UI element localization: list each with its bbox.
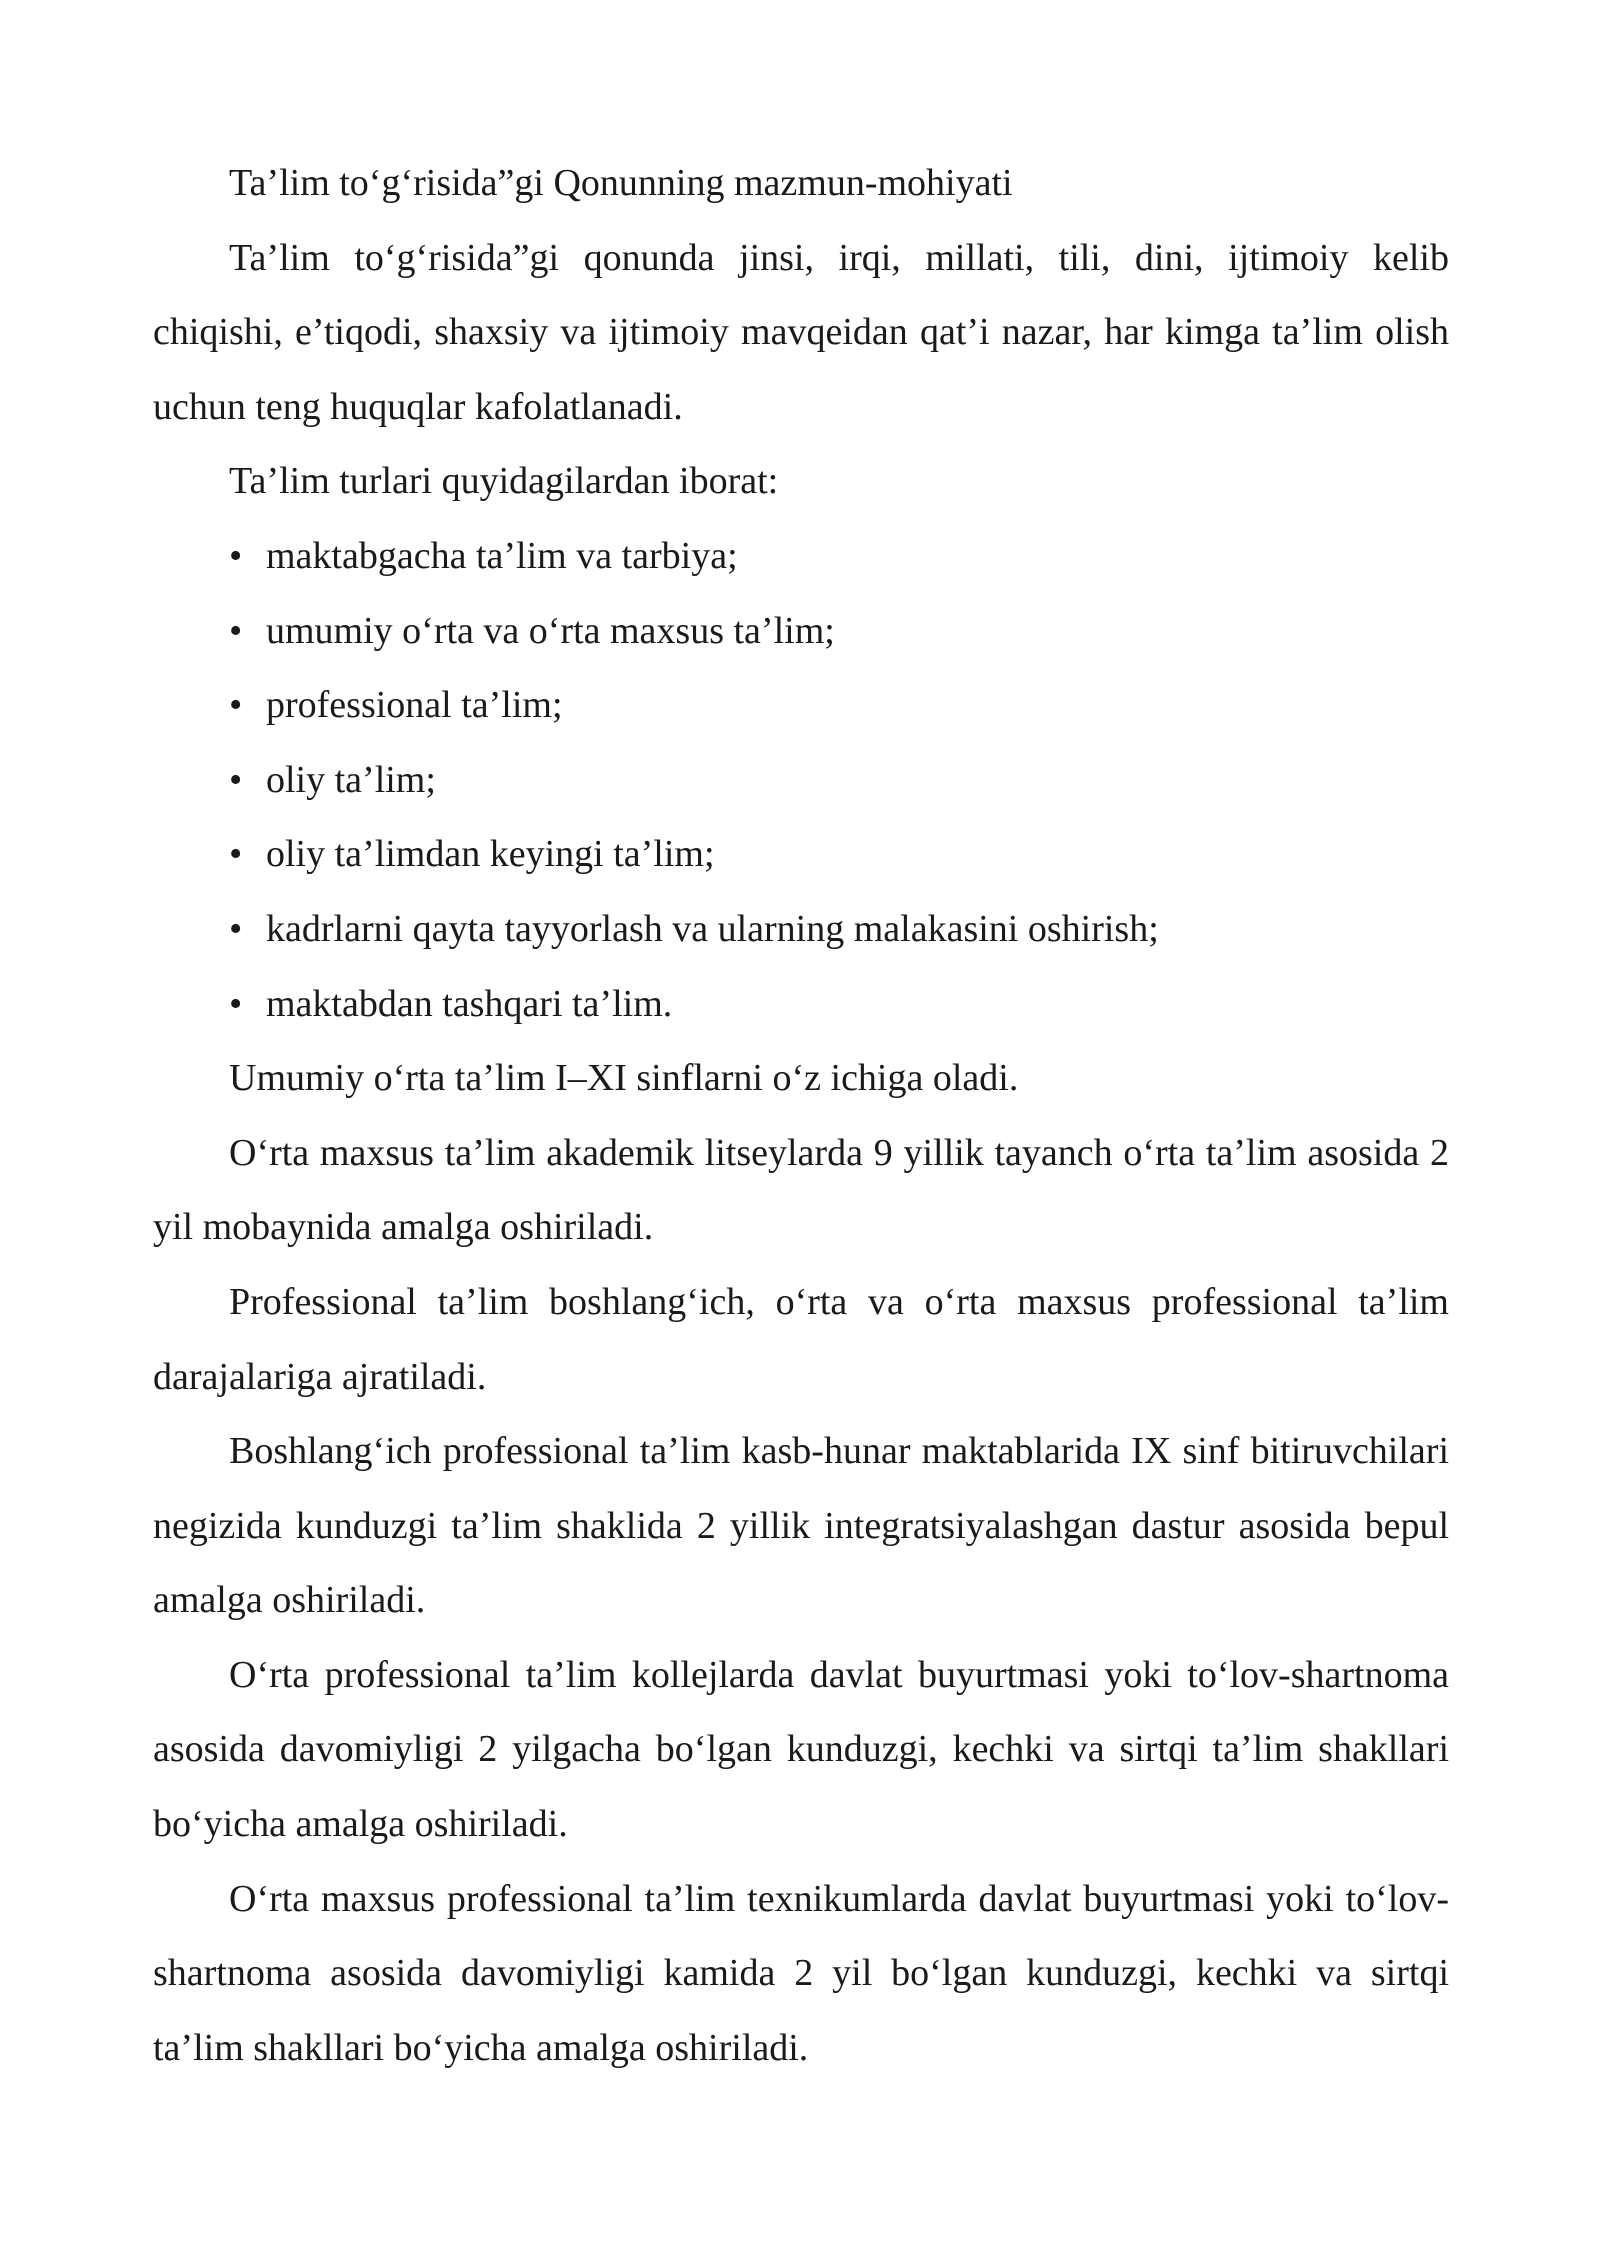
- list-item-text: umumiy o‘rta va o‘rta maxsus ta’lim;: [266, 609, 835, 652]
- list-item: [153, 892, 1449, 967]
- intro-paragraph: Ta’lim to‘g‘risida”gi qonunda jinsi, irqi, millati, tili, dini, ijtimoiy kelib chiqishi, e’tiqodi, shaxsiy va ijtimoiy mavqeidan qat’i nazar, har kimga ta’lim olish uchun teng huquqlar kafolatlanadi.: [153, 236, 1449, 428]
- list-item: [153, 519, 1449, 594]
- list-item-text: oliy ta’lim;: [266, 758, 436, 801]
- bullet-icon: •: [229, 609, 243, 652]
- list-intro: Ta’lim turlari quyidagilardan iborat:: [229, 460, 779, 503]
- list-item-text: oliy ta’limdan keyingi ta’lim;: [266, 833, 715, 876]
- list-item-text: professional ta’lim;: [266, 684, 563, 727]
- list-item-text: maktabgacha ta’lim va tarbiya;: [266, 534, 738, 577]
- list-item: [153, 817, 1449, 892]
- document-title: Ta’lim to‘g‘risida”gi Qonunning mazmun-mohiyati: [229, 162, 1013, 204]
- education-types-list: [153, 519, 1449, 1041]
- body-paragraph: Professional ta’lim boshlang‘ich, o‘rta va o‘rta maxsus professional ta’lim darajalariga ajratiladi.: [153, 1280, 1449, 1398]
- bullet-icon: •: [229, 684, 243, 727]
- bullet-icon: •: [229, 982, 243, 1025]
- body-paragraph: Boshlang‘ich professional ta’lim kasb-hunar maktablarida IX sinf bitiruvchilari negizida kunduzgi ta’lim shaklida 2 yillik integratsiyalashgan dastur asosida bepul amalga oshiriladi.: [153, 1430, 1449, 1622]
- list-item-text: maktabdan tashqari ta’lim.: [266, 982, 673, 1025]
- list-item: [153, 668, 1449, 743]
- body-paragraph: O‘rta maxsus professional ta’lim texnikumlarda davlat buyurtmasi yoki to‘lov-shartnoma asosida davomiyligi kamida 2 yil bo‘lgan kunduzgi, kechki va sirtqi ta’lim shakllari bo‘yicha amalga oshiriladi.: [153, 1877, 1449, 2069]
- bullet-icon: •: [229, 758, 243, 801]
- body-paragraph: O‘rta professional ta’lim kollejlarda davlat buyurtmasi yoki to‘lov-shartnoma asosida davomiyligi 2 yilgacha bo‘lgan kunduzgi, kechki va sirtqi ta’lim shakllari bo‘yicha amalga oshiriladi.: [153, 1653, 1449, 1846]
- bullet-icon: •: [229, 534, 243, 577]
- list-item: [153, 967, 1449, 1042]
- body-paragraph: O‘rta maxsus ta’lim akademik litseylarda 9 yillik tayanch o‘rta ta’lim asosida 2 yil mobaynida amalga oshiriladi.: [153, 1131, 1449, 1249]
- body-paragraph: Umumiy o‘rta ta’lim I–XI sinflarni o‘z ichiga oladi.: [229, 1057, 1019, 1100]
- list-item: [153, 743, 1449, 818]
- bullet-icon: •: [229, 907, 243, 950]
- list-item-text: kadrlarni qayta tayyorlash va ularning malakasini oshirish;: [266, 907, 1159, 950]
- document-page: [153, 146, 1449, 2085]
- bullet-icon: •: [229, 833, 243, 876]
- list-item: [153, 594, 1449, 669]
